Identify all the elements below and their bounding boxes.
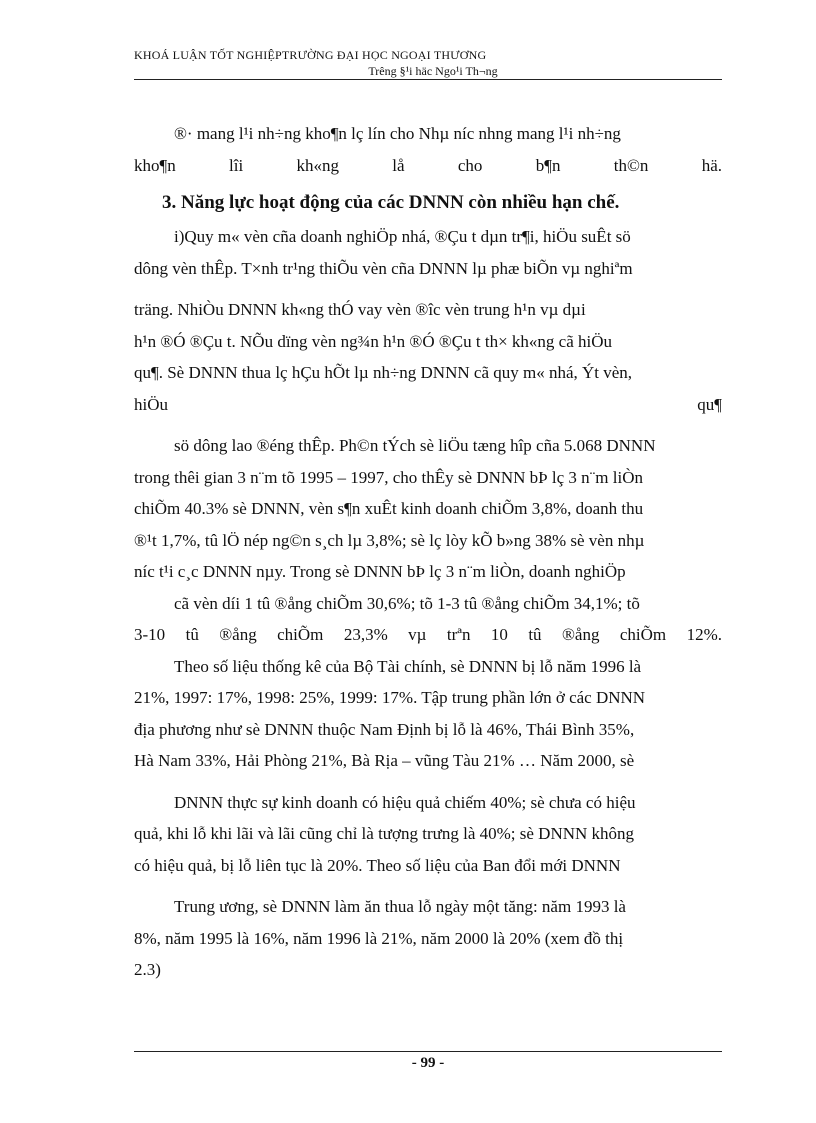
paragraph-line: chiÕm 40.3% sè DNNN, vèn s¶n xuÊt kinh doanh chiÕm 3,8%, doanh thu <box>134 499 644 518</box>
paragraph-line: DNNN thực sự kinh doanh có hiệu quả chiếm 40%; sè chưa có hiệu <box>174 792 636 812</box>
paragraph-line: sö dông lao ®éng thÊp. Ph©n tÝch sè liÖu tæng hîp cña 5.068 DNNN <box>174 436 656 455</box>
paragraph-line: cã vèn díi 1 tû ®ång chiÕm 30,6%; tõ 1-3 tû ®ång chiÕm 34,1%; tõ <box>174 593 640 613</box>
paragraph-line: Hà Nam 33%, Hải Phòng 21%, Bà Rịa – vũng Tàu 21% … Năm 2000, sè <box>134 751 635 770</box>
header-divider <box>134 79 722 80</box>
line-gap <box>134 420 722 430</box>
paragraph-line: dông vèn thÊp. T×nh tr¹ng thiÕu vèn cña DNNN lµ phæ biÕn vµ nghiªm <box>134 258 633 278</box>
footer-divider <box>134 1051 722 1052</box>
page-number: - 99 - <box>411 1055 445 1071</box>
page-header <box>134 48 722 79</box>
paragraph-line: trong thêi gian 3 n¨m tõ 1995 – 1997, cho thÊy sè DNNN bÞ lç 3 n¨m liÒn <box>134 467 644 487</box>
paragraph-line: địa phương như sè DNNN thuộc Nam Định bị lỗ là 46%, Thái Bình 35%, <box>134 719 635 739</box>
paragraph-line: h¹n ®Ó ®Çu t. NÕu dïng vèn ng¾n h¹n ®Ó ®Çu t th× kh«ng cã hiÖu <box>134 331 613 351</box>
paragraph-line: níc t¹i c¸c DNNN nµy. Trong sè DNNN bÞ lç 3 n¨m liÒn, doanh nghiÖp <box>134 562 626 581</box>
header-title: KHOÁ LUẬN TỐT NGHIỆPTRƯỜNG ĐẠI HỌC NGOẠI THƯƠNG <box>134 48 487 62</box>
paragraph-line: có hiệu quả, bị lỗ liên tục là 20%. Theo số liệu của Ban đổi mới DNNN <box>134 855 621 875</box>
line-gap <box>134 284 722 294</box>
paragraph-line: 8%, năm 1995 là 16%, năm 1996 là 21%, năm 2000 là 20% (xem đồ thị <box>134 928 624 948</box>
paragraph-line: i)Quy m« vèn cña doanh nghiÖp nhá, ®Çu t dµn tr¶i, hiÖu suÊt sö <box>174 227 631 246</box>
paragraph-line: träng. NhiÒu DNNN kh«ng thÓ vay vèn ®îc vèn trung h¹n vµ dµi <box>134 300 586 319</box>
paragraph-line: ®¹t 1,7%, tû lÖ nép ng©n s¸ch lµ 3,8%; sè lç lòy kÕ b»ng 38% sè vèn nhµ <box>134 530 645 550</box>
paragraph-line: 3-10 tû ®ång chiÕm 23,3% vµ trªn 10 tû ®ång chiÕm 12%. <box>134 625 722 644</box>
paragraph-line: hiÖu qu¶ <box>134 394 722 414</box>
page-body <box>134 118 722 986</box>
paragraph-line: quả, khi lỗ khi lãi và lãi cũng chỉ là tượng trưng là 40%; sè DNNN không <box>134 824 635 843</box>
header-subtitle: Trêng §¹i häc Ngo¹i Th¬ng <box>368 64 498 78</box>
paragraph-line: qu¶. Sè DNNN thua lç hÇu hÕt lµ nh÷ng DNNN cã quy m« nhá, Ýt vèn, <box>134 363 633 382</box>
paragraph-line: Theo số liệu thống kê của Bộ Tài chính, sè DNNN bị lỗ năm 1996 là <box>174 656 642 676</box>
paragraph-line: 2.3) <box>134 960 161 979</box>
paragraph-line: Trung ương, sè DNNN làm ăn thua lỗ ngày một tăng: năm 1993 là <box>174 897 626 916</box>
paragraph-line: kho¶n lîi kh«ng lå cho b¶n th©n hä. <box>134 155 722 175</box>
line-gap <box>134 777 722 787</box>
paragraph-line: 21%, 1997: 17%, 1998: 25%, 1999: 17%. Tập trung phần lớn ở các DNNN <box>134 688 646 707</box>
section-heading: 3. Năng lực hoạt động của các DNNN còn nhiều hạn chế. <box>162 192 620 213</box>
line-gap <box>134 881 722 891</box>
paragraph-line: ®· mang l¹i nh÷ng kho¶n lç lín cho Nhµ níc nhng mang l¹i nh÷ng <box>174 124 621 143</box>
